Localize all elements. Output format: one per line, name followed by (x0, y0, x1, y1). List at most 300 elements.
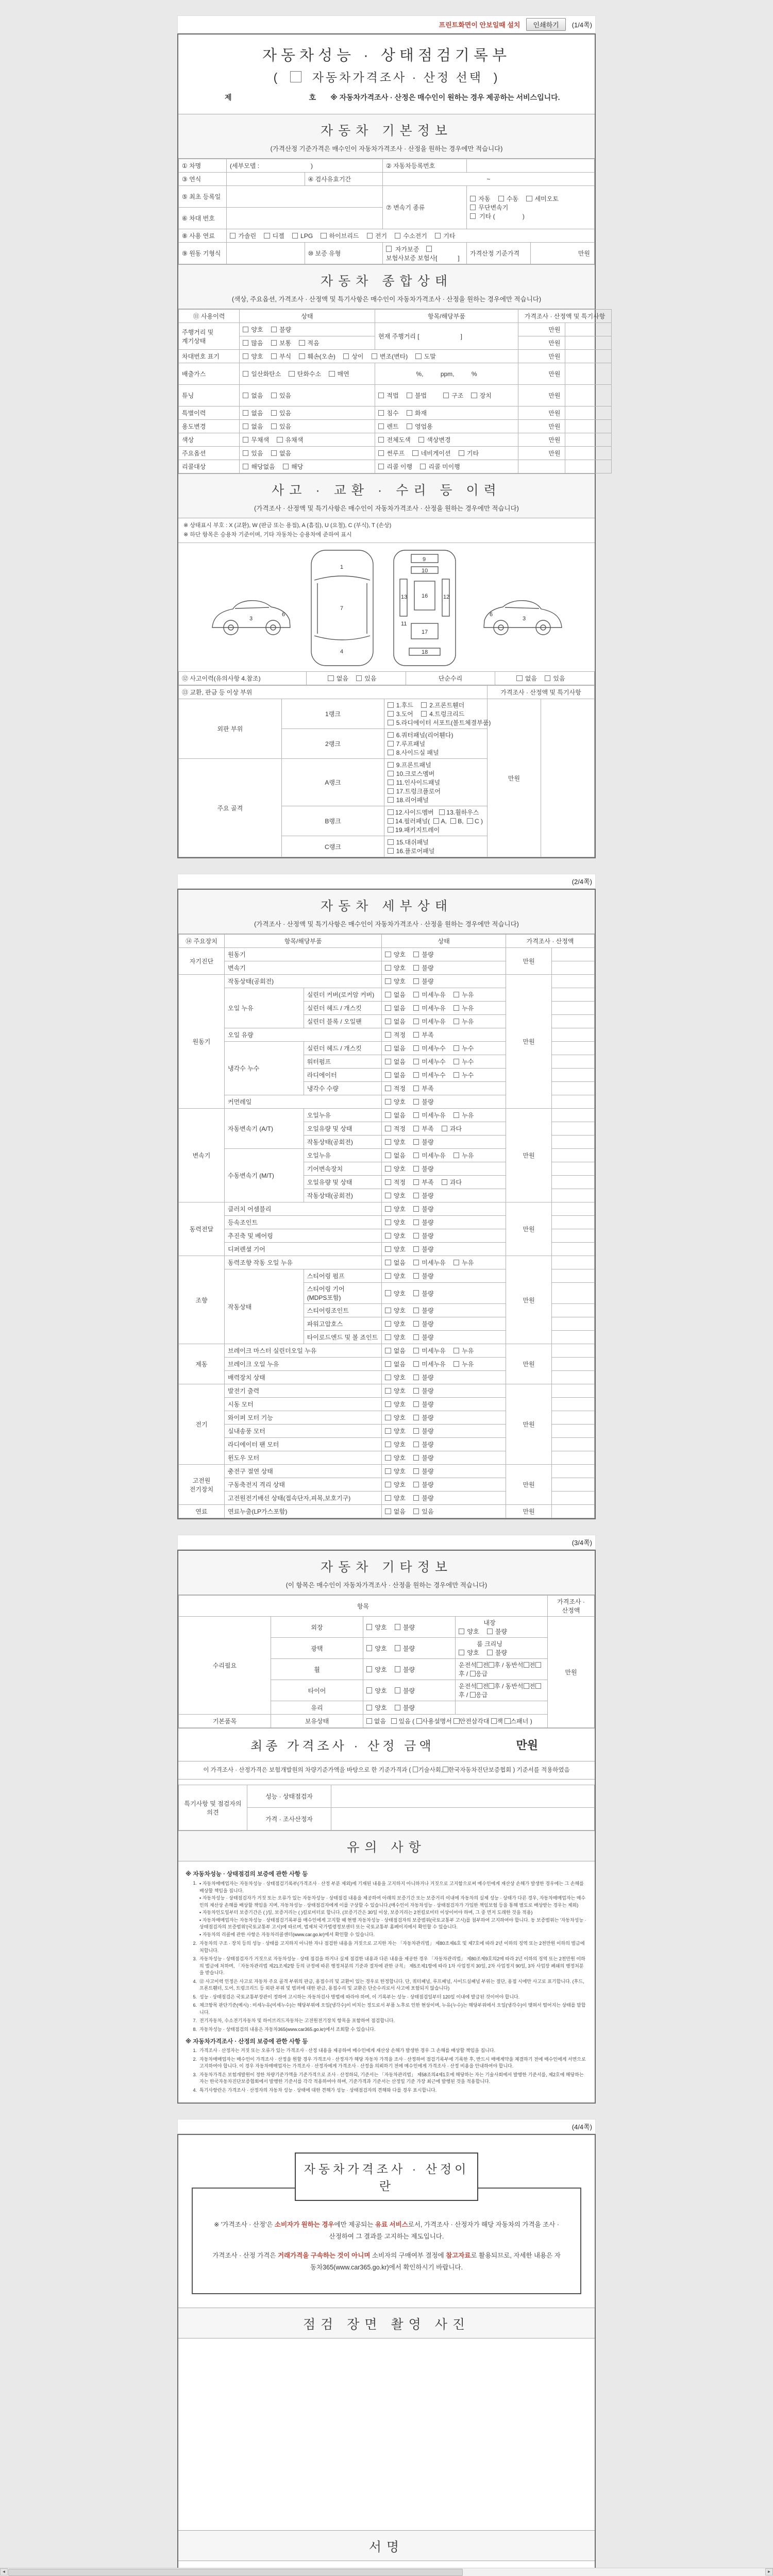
checkbox-option[interactable] (388, 709, 413, 718)
checkbox[interactable] (388, 702, 393, 708)
checkbox[interactable] (421, 711, 427, 717)
checkbox[interactable] (385, 992, 391, 997)
checkbox-option[interactable] (413, 1004, 446, 1012)
checkbox[interactable] (413, 1428, 419, 1434)
checkbox-option[interactable] (385, 1272, 406, 1280)
checkbox[interactable] (413, 1032, 419, 1038)
checkbox[interactable] (366, 1687, 372, 1693)
checkbox[interactable] (328, 675, 333, 681)
checkbox[interactable] (243, 450, 248, 456)
checkbox-option[interactable] (366, 1623, 387, 1632)
checkbox[interactable] (413, 1273, 419, 1279)
checkbox-option[interactable] (271, 409, 292, 417)
checkbox-option[interactable] (418, 435, 451, 444)
checkbox[interactable] (321, 233, 326, 239)
checkbox-option[interactable] (243, 338, 263, 347)
checkbox[interactable] (413, 1059, 419, 1064)
checkbox-option[interactable] (413, 1151, 446, 1160)
checkbox[interactable] (413, 952, 419, 957)
checkbox[interactable] (243, 327, 248, 332)
checkbox-option[interactable] (385, 1178, 406, 1187)
checkbox[interactable] (413, 1153, 419, 1158)
checkbox[interactable] (385, 1019, 391, 1024)
checkbox-option[interactable] (413, 1507, 434, 1516)
checkbox-option[interactable] (271, 352, 292, 361)
checkbox[interactable] (459, 1650, 464, 1655)
checkbox[interactable] (271, 450, 277, 456)
checkbox[interactable] (385, 965, 391, 971)
checkbox[interactable] (367, 233, 373, 239)
checkbox-option[interactable] (378, 462, 412, 471)
checkbox-option[interactable] (243, 369, 281, 378)
checkbox[interactable] (535, 1662, 541, 1668)
checkbox[interactable] (378, 410, 384, 416)
checkbox[interactable] (453, 992, 459, 997)
checkbox[interactable] (526, 196, 532, 201)
checkbox[interactable] (243, 423, 248, 429)
checkbox[interactable] (385, 1334, 391, 1340)
checkbox-option[interactable] (413, 1124, 434, 1133)
checkbox[interactable] (470, 1671, 476, 1676)
checkbox-option[interactable] (412, 449, 450, 457)
checkbox-option[interactable] (413, 1245, 434, 1253)
checkbox[interactable] (418, 437, 424, 443)
checkbox[interactable] (433, 818, 439, 824)
checkbox[interactable] (385, 1442, 391, 1447)
checkbox-option[interactable] (453, 1360, 474, 1368)
checkbox[interactable] (385, 1308, 391, 1313)
checkbox[interactable] (385, 978, 391, 984)
checkbox-option[interactable] (395, 1644, 415, 1653)
checkbox[interactable] (395, 1666, 400, 1672)
checkbox[interactable] (290, 71, 301, 82)
checkbox-option[interactable] (388, 778, 440, 787)
checkbox-option[interactable] (321, 231, 359, 240)
checkbox[interactable] (413, 1290, 419, 1296)
checkbox[interactable] (413, 1045, 419, 1051)
checkbox-option[interactable] (243, 435, 269, 444)
checkbox[interactable] (271, 410, 277, 416)
checkbox[interactable] (388, 732, 393, 738)
checkbox-option[interactable] (385, 1004, 406, 1012)
checkbox[interactable] (415, 353, 421, 359)
checkbox[interactable] (385, 1059, 391, 1064)
checkbox-option[interactable] (459, 1627, 479, 1636)
checkbox-option[interactable] (498, 194, 519, 203)
checkbox[interactable] (470, 196, 476, 201)
checkbox-option[interactable] (385, 1480, 406, 1489)
checkbox-option[interactable] (385, 1467, 406, 1476)
checkbox-option[interactable] (385, 1427, 406, 1435)
scroll-right-arrow-icon[interactable]: ► (765, 2568, 773, 2575)
checkbox[interactable] (439, 809, 445, 815)
checkbox-option[interactable] (385, 1191, 406, 1200)
checkbox[interactable] (385, 1428, 391, 1434)
checkbox[interactable] (388, 839, 393, 845)
checkbox[interactable] (453, 1019, 459, 1024)
checkbox[interactable] (413, 978, 419, 984)
checkbox[interactable] (413, 1495, 419, 1501)
checkbox-option[interactable] (413, 1178, 434, 1187)
checkbox-option[interactable] (413, 1272, 434, 1280)
checkbox-option[interactable] (378, 409, 399, 417)
print-button[interactable]: 인쇄하기 (526, 18, 565, 31)
checkbox[interactable] (413, 1348, 419, 1353)
checkbox-option[interactable] (453, 1017, 474, 1026)
checkbox[interactable] (413, 1086, 419, 1091)
checkbox[interactable] (385, 1005, 391, 1011)
checkbox[interactable] (413, 1482, 419, 1487)
checkbox[interactable] (413, 1308, 419, 1313)
checkbox-option[interactable] (367, 231, 388, 240)
checkbox-option[interactable] (372, 352, 408, 361)
checkbox-option[interactable] (243, 462, 275, 471)
checkbox[interactable] (243, 437, 248, 443)
checkbox[interactable] (395, 1645, 400, 1651)
checkbox[interactable] (421, 702, 427, 708)
checkbox-option[interactable] (413, 1373, 434, 1382)
checkbox-option[interactable] (271, 391, 292, 400)
checkbox-option[interactable] (385, 1205, 406, 1213)
checkbox[interactable] (453, 1361, 459, 1367)
checkbox-option[interactable] (388, 846, 434, 855)
checkbox[interactable] (343, 353, 349, 359)
checkbox[interactable] (271, 353, 277, 359)
checkbox[interactable] (413, 1005, 419, 1011)
checkbox-option[interactable] (413, 1017, 446, 1026)
checkbox-option[interactable] (442, 1178, 462, 1187)
checkbox[interactable] (385, 1193, 391, 1198)
checkbox[interactable] (385, 1455, 391, 1461)
checkbox[interactable] (385, 1260, 391, 1265)
checkbox-option[interactable] (385, 1218, 406, 1227)
checkbox[interactable] (413, 1233, 419, 1239)
checkbox-option[interactable] (413, 1164, 434, 1173)
checkbox-option[interactable] (385, 1453, 406, 1462)
checkbox[interactable] (385, 1495, 391, 1501)
checkbox[interactable] (388, 750, 393, 755)
checkbox[interactable] (388, 711, 393, 717)
checkbox[interactable] (385, 1086, 391, 1091)
checkbox-option[interactable] (453, 1346, 474, 1355)
checkbox-option[interactable] (385, 1164, 406, 1173)
checkbox-option[interactable] (413, 1386, 434, 1395)
checkbox-option[interactable] (283, 462, 304, 471)
checkbox-option[interactable] (385, 1360, 406, 1368)
checkbox[interactable] (489, 1662, 494, 1668)
checkbox[interactable] (443, 1767, 448, 1772)
checkbox-option[interactable] (299, 338, 320, 347)
checkbox[interactable] (329, 371, 334, 377)
checkbox-option[interactable] (385, 1151, 406, 1160)
checkbox[interactable] (391, 1718, 397, 1724)
checkbox[interactable] (243, 393, 248, 398)
checkbox-option[interactable] (289, 369, 321, 378)
checkbox[interactable] (385, 1401, 391, 1407)
checkbox[interactable] (413, 1361, 419, 1367)
checkbox[interactable] (385, 1468, 391, 1474)
checkbox[interactable] (378, 450, 384, 456)
checkbox-option[interactable] (459, 449, 479, 457)
checkbox[interactable] (535, 1683, 541, 1689)
checkbox-option[interactable] (329, 369, 349, 378)
checkbox-option[interactable] (453, 1111, 474, 1120)
checkbox-option[interactable] (243, 325, 263, 334)
checkbox-option[interactable] (413, 963, 434, 972)
checkbox[interactable] (413, 1442, 419, 1447)
checkbox[interactable] (299, 340, 305, 346)
checkbox-option[interactable] (413, 1413, 434, 1422)
checkbox[interactable] (385, 1126, 391, 1131)
checkbox[interactable] (435, 233, 441, 239)
checkbox-option[interactable] (442, 1124, 462, 1133)
checkbox-option[interactable] (453, 1258, 474, 1267)
checkbox-option[interactable] (395, 1665, 415, 1674)
checkbox-option[interactable] (366, 1644, 387, 1653)
checkbox-option[interactable] (385, 1333, 406, 1342)
checkbox[interactable] (388, 779, 393, 785)
checkbox-option[interactable] (243, 409, 263, 417)
checkbox[interactable] (243, 353, 248, 359)
checkbox-option[interactable] (366, 1665, 387, 1674)
checkbox[interactable] (470, 205, 476, 210)
checkbox-option[interactable] (407, 391, 427, 400)
checkbox[interactable] (470, 213, 476, 219)
checkbox-option[interactable] (385, 1346, 406, 1355)
checkbox-option[interactable] (388, 701, 413, 709)
checkbox-option[interactable] (413, 1258, 446, 1267)
checkbox-option[interactable] (453, 1151, 474, 1160)
checkbox[interactable] (442, 1179, 447, 1185)
checkbox-option[interactable] (388, 731, 453, 739)
checkbox-option[interactable] (385, 963, 406, 972)
checkbox[interactable] (487, 1629, 493, 1634)
checkbox-option[interactable] (413, 1191, 434, 1200)
checkbox-option[interactable] (385, 1017, 406, 1026)
checkbox-option[interactable] (388, 769, 434, 778)
checkbox[interactable] (487, 1650, 493, 1655)
checkbox-option[interactable] (413, 1400, 434, 1409)
checkbox[interactable] (413, 1179, 419, 1185)
checkbox-option[interactable] (395, 1623, 415, 1632)
checkbox[interactable] (366, 1718, 372, 1724)
checkbox[interactable] (385, 1348, 391, 1353)
checkbox-option[interactable] (385, 1386, 406, 1395)
checkbox-option[interactable] (413, 1289, 434, 1298)
checkbox-option[interactable] (264, 231, 284, 240)
checkbox[interactable] (453, 1045, 459, 1051)
checkbox-option[interactable] (413, 1231, 434, 1240)
checkbox[interactable] (366, 1645, 372, 1651)
checkbox[interactable] (378, 437, 384, 443)
checkbox[interactable] (385, 1361, 391, 1367)
checkbox-option[interactable] (413, 1360, 446, 1368)
checkbox-option[interactable] (413, 1480, 434, 1489)
checkbox[interactable] (491, 1718, 497, 1724)
checkbox[interactable] (453, 1005, 459, 1011)
checkbox[interactable] (413, 1767, 418, 1772)
checkbox-option[interactable] (413, 1084, 434, 1093)
checkbox[interactable] (395, 1687, 400, 1693)
checkbox-option[interactable] (385, 990, 406, 999)
checkbox-option[interactable] (413, 1346, 446, 1355)
checkbox[interactable] (264, 233, 270, 239)
checkbox-option[interactable] (366, 1703, 387, 1712)
checkbox[interactable] (450, 818, 456, 824)
checkbox-option[interactable] (443, 391, 464, 400)
checkbox[interactable] (385, 1321, 391, 1327)
checkbox-option[interactable] (413, 1453, 434, 1462)
checkbox[interactable] (378, 423, 384, 429)
checkbox[interactable] (378, 464, 384, 469)
checkbox-option[interactable] (243, 449, 263, 457)
checkbox[interactable] (443, 393, 449, 398)
checkbox[interactable] (271, 340, 277, 346)
checkbox[interactable] (545, 675, 550, 681)
checkbox[interactable] (243, 464, 248, 469)
checkbox-option[interactable] (378, 422, 399, 431)
checkbox-option[interactable] (378, 435, 411, 444)
checkbox[interactable] (407, 423, 412, 429)
checkbox[interactable] (453, 1348, 459, 1353)
checkbox-option[interactable] (407, 409, 427, 417)
checkbox[interactable] (395, 1624, 400, 1630)
checkbox[interactable] (413, 1206, 419, 1212)
checkbox[interactable] (385, 1246, 391, 1252)
checkbox[interactable] (292, 233, 298, 239)
checkbox[interactable] (453, 1072, 459, 1078)
checkbox[interactable] (385, 1375, 391, 1380)
checkbox-option[interactable] (526, 194, 559, 203)
checkbox-option[interactable] (413, 1030, 434, 1039)
checkbox[interactable] (407, 410, 412, 416)
checkbox-option[interactable] (421, 709, 464, 718)
checkbox-option[interactable] (385, 1413, 406, 1422)
checkbox[interactable] (498, 196, 504, 201)
checkbox-option[interactable] (385, 1231, 406, 1240)
checkbox-option[interactable] (516, 674, 537, 683)
checkbox[interactable] (477, 1662, 482, 1668)
checkbox-option[interactable] (277, 435, 303, 444)
checkbox[interactable] (413, 1468, 419, 1474)
checkbox[interactable] (385, 1206, 391, 1212)
checkbox-option[interactable] (453, 1057, 474, 1066)
checkbox-option[interactable] (243, 352, 263, 361)
scroll-left-arrow-icon[interactable]: ◄ (0, 2568, 8, 2575)
checkbox-option[interactable] (385, 1440, 406, 1449)
checkbox[interactable] (356, 675, 362, 681)
checkbox[interactable] (243, 371, 248, 377)
checkbox-option[interactable] (413, 1218, 434, 1227)
checkbox[interactable] (283, 464, 289, 469)
checkbox[interactable] (413, 1166, 419, 1172)
checkbox-option[interactable] (328, 674, 348, 683)
checkbox[interactable] (426, 246, 432, 251)
checkbox-option[interactable] (230, 231, 256, 240)
checkbox[interactable] (385, 1045, 391, 1051)
checkbox[interactable] (524, 1662, 529, 1668)
checkbox[interactable] (388, 788, 393, 794)
checkbox-option[interactable] (385, 1494, 406, 1502)
checkbox[interactable] (388, 818, 393, 824)
checkbox[interactable] (489, 1683, 494, 1689)
checkbox[interactable] (385, 1112, 391, 1118)
checkbox[interactable] (477, 1683, 482, 1689)
checkbox-option[interactable] (292, 232, 313, 240)
checkbox-option[interactable] (413, 1427, 434, 1435)
checkbox-option[interactable] (413, 1044, 446, 1053)
checkbox-option[interactable] (407, 422, 433, 431)
checkbox[interactable] (413, 1099, 419, 1105)
checkbox-option[interactable] (271, 449, 292, 457)
checkbox[interactable] (386, 246, 392, 251)
checkbox[interactable] (271, 327, 277, 332)
checkbox-option[interactable] (388, 748, 439, 757)
checkbox[interactable] (378, 393, 384, 398)
checkbox[interactable] (385, 1139, 391, 1145)
checkbox[interactable] (388, 797, 393, 803)
checkbox-option[interactable] (243, 422, 263, 431)
checkbox[interactable] (413, 1246, 419, 1252)
checkbox[interactable] (395, 233, 400, 239)
checkbox[interactable] (289, 371, 294, 377)
checkbox[interactable] (459, 1629, 464, 1634)
checkbox[interactable] (385, 1388, 391, 1394)
checkbox-option[interactable] (395, 1686, 415, 1695)
checkbox-option[interactable] (413, 1097, 434, 1106)
checkbox[interactable] (385, 1482, 391, 1487)
checkbox-option[interactable] (243, 391, 263, 400)
checkbox[interactable] (385, 1219, 391, 1225)
checkbox-option[interactable] (388, 795, 428, 804)
checkbox-option[interactable] (413, 1467, 434, 1476)
checkbox-option[interactable] (435, 231, 456, 240)
checkbox[interactable] (372, 353, 377, 359)
checkbox-option[interactable] (385, 1507, 406, 1516)
checkbox-option[interactable] (413, 1333, 434, 1342)
checkbox-option[interactable] (413, 1111, 446, 1120)
checkbox[interactable] (413, 1260, 419, 1265)
checkbox-option[interactable] (356, 674, 377, 683)
checkbox[interactable] (453, 1059, 459, 1064)
checkbox[interactable] (413, 1401, 419, 1407)
checkbox[interactable] (471, 393, 477, 398)
checkbox[interactable] (467, 818, 473, 824)
checkbox[interactable] (505, 1718, 510, 1724)
checkbox[interactable] (453, 1260, 459, 1265)
checkbox[interactable] (230, 233, 236, 239)
checkbox[interactable] (388, 720, 393, 725)
checkbox-option[interactable] (545, 674, 565, 683)
checkbox-option[interactable] (470, 194, 491, 203)
checkbox[interactable] (416, 1718, 422, 1724)
checkbox-option[interactable] (487, 1627, 508, 1636)
checkbox[interactable] (413, 1019, 419, 1024)
checkbox[interactable] (413, 1321, 419, 1327)
checkbox[interactable] (366, 1624, 372, 1630)
checkbox-option[interactable] (459, 1648, 479, 1657)
checkbox-option[interactable] (366, 1686, 387, 1695)
checkbox[interactable] (385, 1290, 391, 1296)
checkbox[interactable] (388, 827, 393, 833)
checkbox[interactable] (385, 1153, 391, 1158)
checkbox[interactable] (413, 1509, 419, 1514)
checkbox-option[interactable] (271, 422, 292, 431)
checkbox-option[interactable] (385, 1057, 406, 1066)
checkbox-option[interactable] (343, 352, 364, 361)
checkbox[interactable] (413, 965, 419, 971)
checkbox[interactable] (271, 393, 277, 398)
